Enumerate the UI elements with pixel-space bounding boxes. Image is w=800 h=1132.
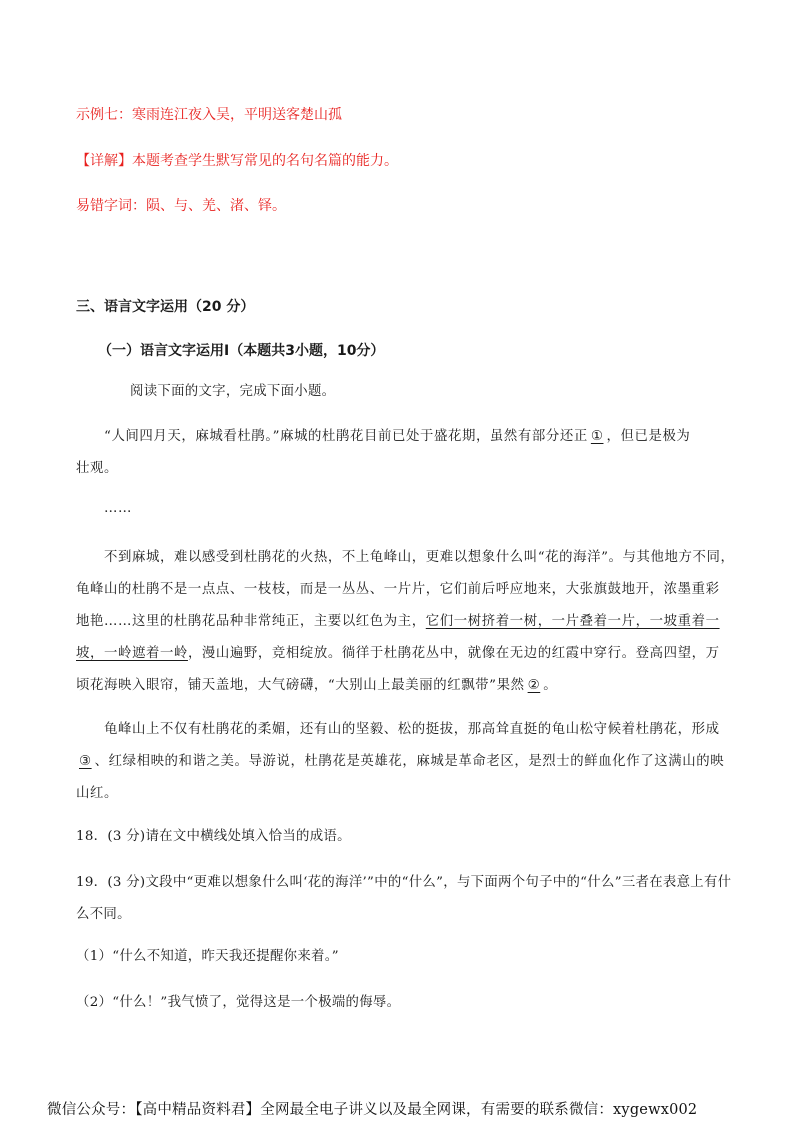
passage-text: 顷花海映入眼帘，铺天盖地，大气磅礴，“大别山上最美丽的红飘带”果然 [76, 678, 525, 693]
passage-text: ，漫山遍野，竞相绽放。徜徉于杜鹃花丛中，就像在无边的红霞中穿行。登高四望，万 [187, 646, 720, 661]
question-19-line1: 19．(3 分)文段中“更难以想象什么叫‘花的海洋’”中的“什么”，与下面两个句子中的“什么”三者在表意上有什 [76, 875, 732, 890]
passage-p3-line2 [76, 750, 724, 769]
blank-1: ① [590, 429, 604, 444]
passage-text: 。 [543, 678, 558, 693]
sentence-1: （1）“什么不知道，昨天我还提醒你来着。” [76, 949, 339, 964]
passage-p2-line4 [76, 642, 720, 661]
sentence-2: （2）“什么！”我气愤了，觉得这是一个极端的侮辱。 [76, 995, 401, 1010]
passage-p2-line1: 不到麻城，难以感受到杜鹃花的火热，不上龟峰山，更难以想象什么叫“花的海洋”。与其他地方不同， [104, 550, 735, 565]
detail-line [76, 150, 398, 170]
passage-p2-line3 [76, 610, 720, 629]
footer-wechat: 微信公众号：【高中精品资料君】全网最全电子讲义以及最全网课，有需要的联系微信：xygewx002 [47, 1102, 698, 1118]
passage-text: 地艳……这里的杜鹃花品种非常纯正，主要以红色为主， [76, 614, 426, 629]
instruction: 阅读下面的文字，完成下面小题。 [130, 384, 336, 399]
blank-3: ③ [79, 754, 92, 769]
section-title: 三、语言文字运用（20 分） [76, 299, 255, 315]
question-18: 18．(3 分)请在文中横线处填入恰当的成语。 [76, 829, 351, 844]
passage-text: 龟峰山上不仅有杜鹃花的柔媚，还有山的坚毅、松的挺拔，那高耸直挺的龟山松守候着杜鹃花，形成 [104, 722, 720, 737]
passage-p1-line1 [104, 425, 690, 444]
passage-text: ，但已是极为 [606, 429, 691, 444]
typo-words: 易错字词：陨、与、羌、渚、铎。 [76, 198, 286, 214]
ellipsis: …… [104, 501, 132, 516]
passage-p1-line2: 壮观。 [76, 461, 118, 476]
blank-filler [720, 722, 726, 737]
underlined-sentence: 它们一树挤着一树，一片叠着一片，一坡重着一 [425, 614, 720, 629]
passage-p3-line1 [104, 718, 726, 737]
detail-bracket: 【详解】 [76, 153, 132, 169]
passage-text: 、红绿相映的和谐之美。导游说，杜鹃花是英雄花，麻城是革命老区，是烈士的鲜血化作了这满山的映 [94, 754, 725, 769]
passage-text: “人间四月天，麻城看杜鹃。”麻城的杜鹃花目前已处于盛花期，虽然有部分还正 [104, 429, 588, 444]
example-seven: 示例七：寒雨连江夜入吴，平明送客楚山孤 [76, 107, 342, 123]
passage-p2-line5 [76, 674, 557, 693]
blank-2: ② [527, 678, 541, 693]
question-19-line2: 么不同。 [76, 907, 131, 922]
underlined-sentence: 坡，一岭遮着一岭 [76, 646, 188, 661]
detail-text: 本题考查学生默写常见的名句名篇的能力。 [132, 153, 398, 169]
passage-p2-line2: 龟峰山的杜鹃不是一点点、一枝枝，而是一丛丛、一片片，它们前后呼应地来，大张旗鼓地开，浓墨重彩 [76, 582, 720, 597]
passage-p3-line3: 山红。 [76, 786, 118, 801]
section-subtitle: （一）语言文字运用Ⅰ（本题共3小题，10分） [98, 343, 385, 359]
